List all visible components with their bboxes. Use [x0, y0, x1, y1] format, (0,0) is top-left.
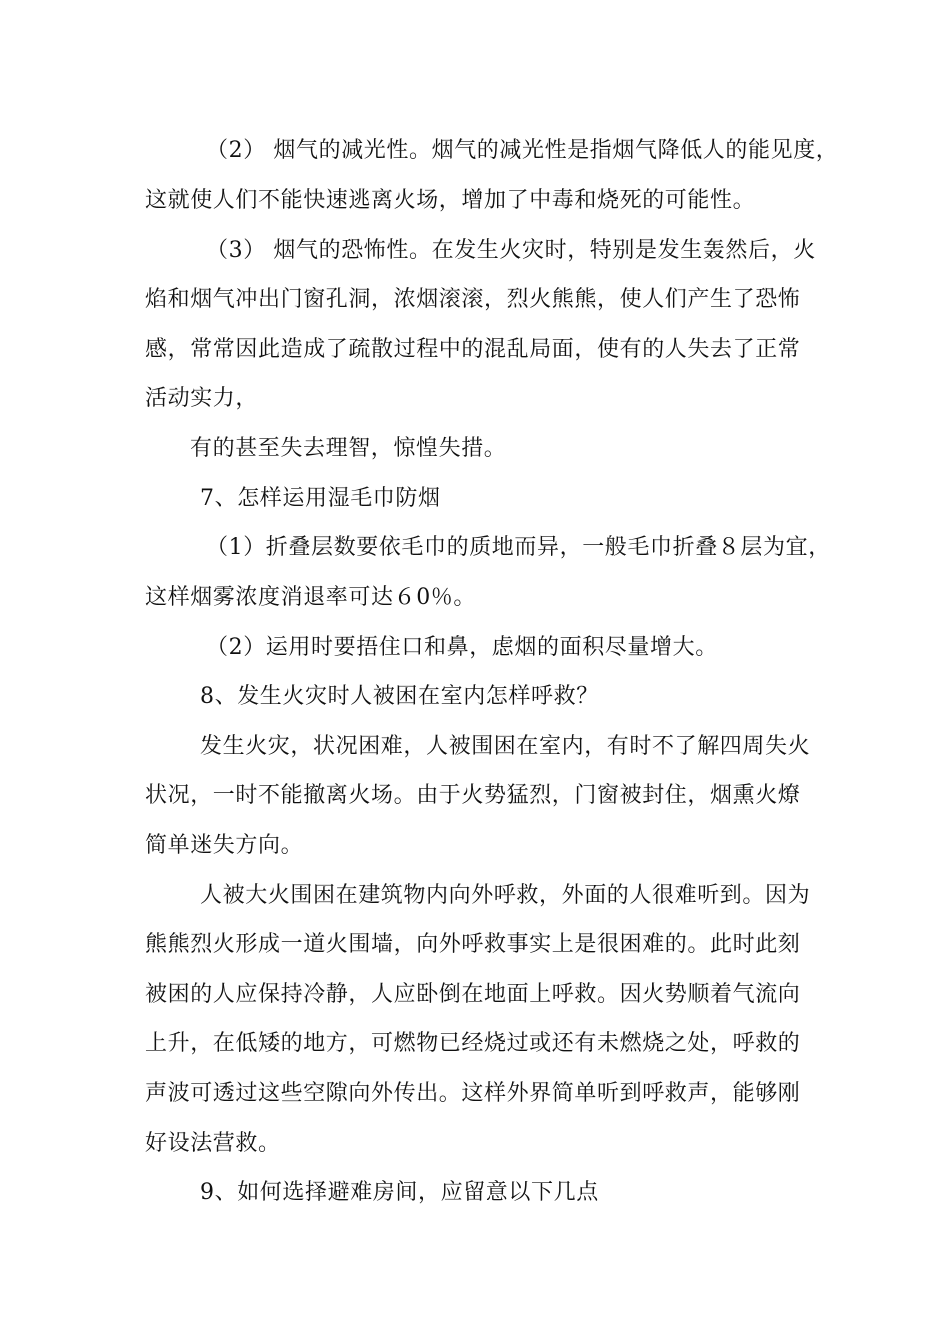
- text-line: 人被大火围困在建筑物内向外呼救，外面的人很难听到。因为: [200, 883, 811, 908]
- text-line: （2） 烟气的减光性。烟气的减光性是指烟气降低人的能见度，: [206, 138, 839, 163]
- section-heading: 7、怎样运用湿毛巾防烟: [200, 486, 441, 511]
- text-line: 有的甚至失去理智，惊惶失措。: [190, 436, 507, 461]
- text-line: 状况，一时不能撤离火场。由于火势猛烈，门窗被封住，烟熏火燎: [145, 783, 801, 808]
- text-line: 焰和烟气冲出门窗孔洞，浓烟滚滚，烈火熊熊，使人们产生了恐怖: [145, 287, 801, 312]
- text-line: （1）折叠层数要依毛巾的质地而异，一般毛巾折叠８层为宜，: [206, 535, 831, 560]
- text-line: 活动实力，: [145, 386, 259, 411]
- section-heading: 8、发生火灾时人被困在室内怎样呼救？: [200, 684, 599, 709]
- text-line: 发生火灾，状况困难，人被围困在室内，有时不了解四周失火: [200, 734, 811, 759]
- text-line: 上升，在低矮的地方，可燃物已经烧过或还有未燃烧之处，呼救的: [145, 1031, 801, 1056]
- text-line: （2）运用时要捂住口和鼻，虑烟的面积尽量增大。: [206, 635, 718, 660]
- text-line: 简单迷失方向。: [145, 833, 304, 858]
- text-line: 被困的人应保持冷静，人应卧倒在地面上呼救。因火势顺着气流向: [145, 982, 801, 1007]
- text-line: （3） 烟气的恐怖性。在发生火灾时，特别是发生轰然后，火: [206, 238, 816, 263]
- text-line: 好设法营救。: [145, 1131, 281, 1156]
- text-line: 这样烟雾浓度消退率可达６0％。: [145, 585, 476, 610]
- section-heading: 9、如何选择避难房间，应留意以下几点: [200, 1180, 599, 1205]
- text-line: 熊熊烈火形成一道火围墙，向外呼救事实上是很困难的。此时此刻: [145, 932, 801, 957]
- text-line: 感，常常因此造成了疏散过程中的混乱局面，使有的人失去了正常: [145, 337, 801, 362]
- text-line: 这就使人们不能快速逃离火场，增加了中毒和烧死的可能性。: [145, 188, 756, 213]
- text-line: 声波可透过这些空隙向外传出。这样外界简单听到呼救声，能够刚: [145, 1081, 801, 1106]
